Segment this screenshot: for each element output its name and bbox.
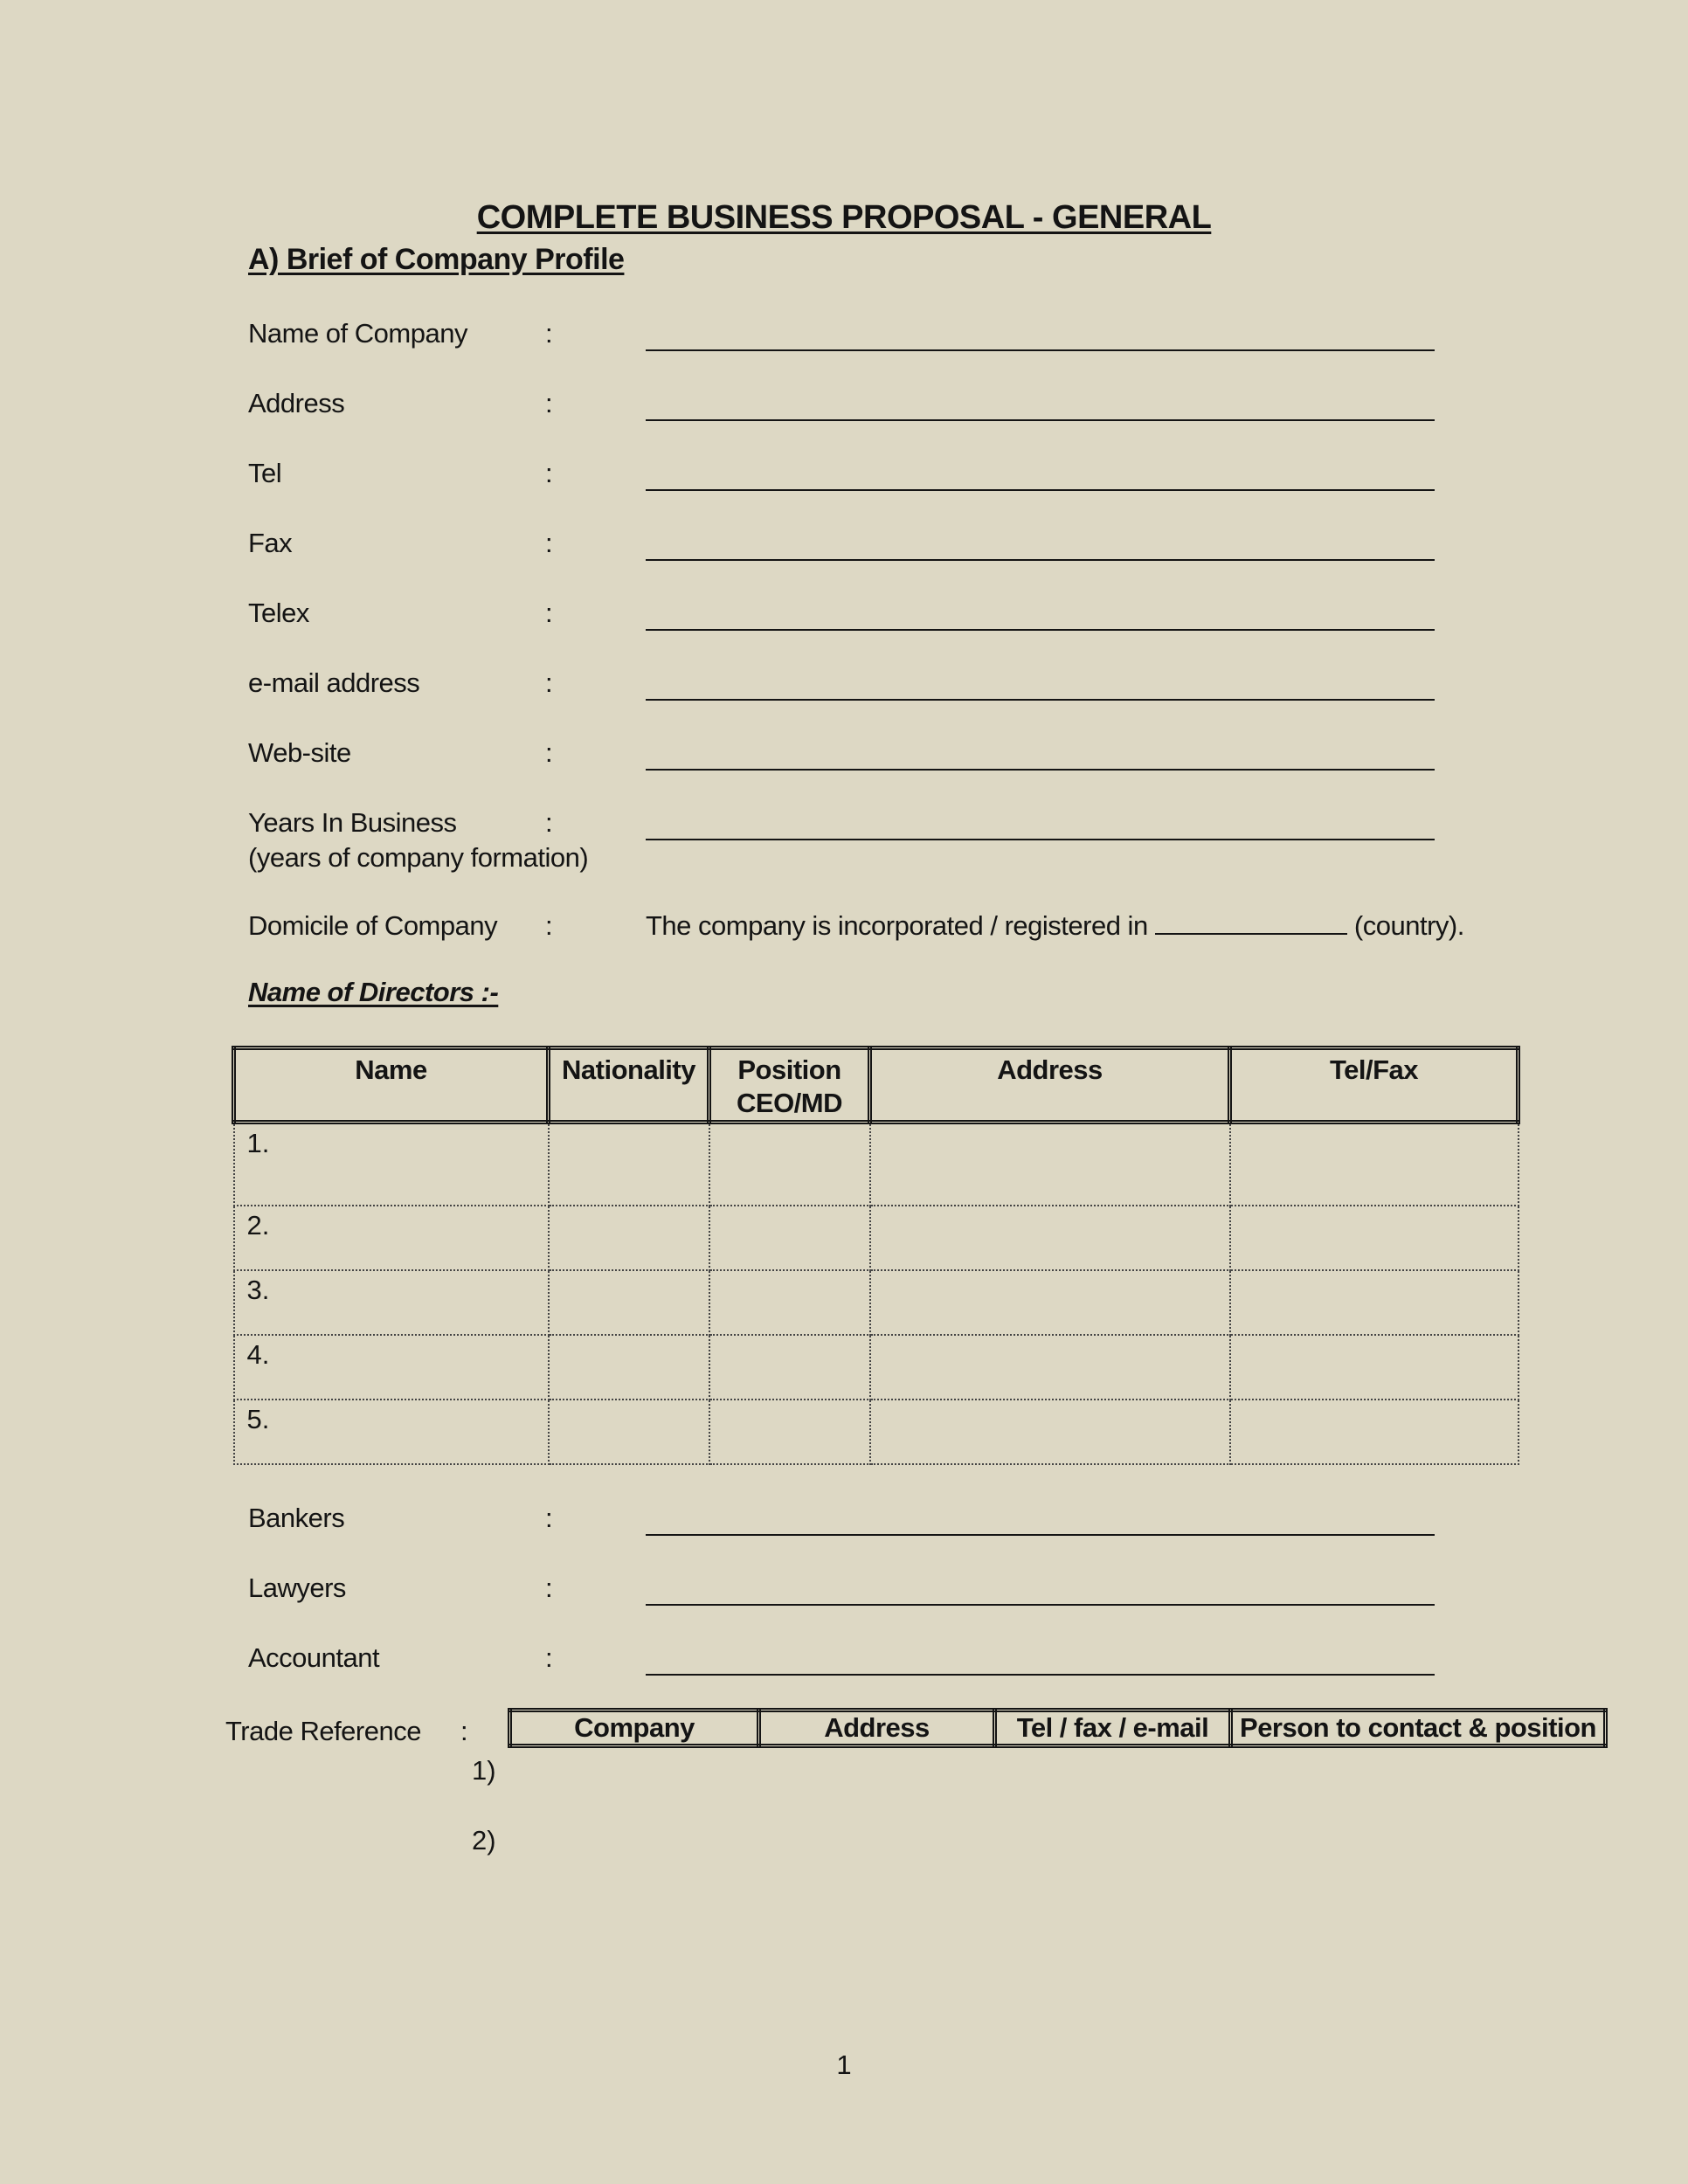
directors-header-row <box>234 1048 1519 1123</box>
field-colon: : <box>545 667 553 698</box>
name-of-company-blank-line[interactable] <box>646 349 1435 351</box>
table-row <box>234 1123 1519 1206</box>
country-blank-line[interactable] <box>1155 910 1347 935</box>
lawyers-blank-line[interactable] <box>646 1604 1435 1606</box>
director-name-cell[interactable]: 3. <box>234 1270 549 1335</box>
field-colon: : <box>545 807 553 838</box>
page-number: 1 <box>836 2049 852 2080</box>
director-address-cell[interactable] <box>870 1400 1230 1464</box>
field-colon: : <box>545 737 553 768</box>
column-header-position <box>709 1048 870 1123</box>
field-label: Fax <box>248 528 293 558</box>
domicile-text-before: The company is incorporated / registered in <box>646 910 1155 941</box>
field-colon: : <box>545 318 553 349</box>
field-row-accountant <box>248 1641 1471 1693</box>
table-row <box>234 1270 1519 1335</box>
field-row-fax <box>248 526 1471 578</box>
position-subheader: CEO/MD <box>737 1088 842 1118</box>
directors-heading: Name of Directors :- <box>248 977 499 1007</box>
trade-reference-label: Trade Reference <box>225 1716 421 1746</box>
trade-reference-entry: 2) <box>472 1825 496 1856</box>
years-in-business-blank-line[interactable] <box>646 839 1435 840</box>
director-tel-fax-cell[interactable] <box>1230 1400 1519 1464</box>
field-row-telex <box>248 596 1471 648</box>
field-row-email <box>248 666 1471 718</box>
trade-column-address: Address <box>759 1711 995 1746</box>
page-title: COMPLETE BUSINESS PROPOSAL - GENERAL <box>476 199 1212 236</box>
director-position-cell[interactable] <box>709 1123 870 1206</box>
field-label: Bankers <box>248 1503 345 1533</box>
field-label: Accountant <box>248 1642 380 1673</box>
tel-blank-line[interactable] <box>646 489 1435 491</box>
field-colon: : <box>545 1642 553 1673</box>
trade-reference-colon: : <box>460 1716 468 1746</box>
field-colon: : <box>545 598 553 628</box>
field-row-years-in-business <box>248 805 1471 884</box>
field-label: Lawyers <box>248 1572 346 1603</box>
telex-blank-line[interactable] <box>646 629 1435 631</box>
field-colon: : <box>545 458 553 488</box>
field-colon: : <box>545 1572 553 1603</box>
table-row <box>234 1206 1519 1270</box>
director-address-cell[interactable] <box>870 1123 1230 1206</box>
website-blank-line[interactable] <box>646 769 1435 771</box>
director-name-cell[interactable]: 4. <box>234 1335 549 1400</box>
field-label: Telex <box>248 598 309 628</box>
trade-column-contact-details: Tel / fax / e-mail <box>995 1711 1231 1746</box>
field-colon: : <box>545 1503 553 1533</box>
director-name-cell[interactable]: 2. <box>234 1206 549 1270</box>
trade-column-contact-person: Person to contact & position <box>1231 1711 1606 1746</box>
director-tel-fax-cell[interactable] <box>1230 1335 1519 1400</box>
address-blank-line[interactable] <box>646 419 1435 421</box>
director-nationality-cell[interactable] <box>549 1206 709 1270</box>
trade-reference-entry: 1) <box>472 1755 496 1786</box>
director-tel-fax-cell[interactable] <box>1230 1206 1519 1270</box>
column-header-address: Address <box>870 1048 1230 1123</box>
field-label: Address <box>248 388 345 418</box>
years-in-business-sublabel: (years of company formation) <box>248 842 589 873</box>
field-row-website <box>248 736 1471 788</box>
fax-blank-line[interactable] <box>646 559 1435 561</box>
section-a-heading: A) Brief of Company Profile <box>248 243 625 276</box>
email-blank-line[interactable] <box>646 699 1435 701</box>
domicile-text <box>646 909 1464 943</box>
director-position-cell[interactable] <box>709 1270 870 1335</box>
director-name-cell[interactable]: 1. <box>234 1123 549 1206</box>
director-tel-fax-cell[interactable] <box>1230 1123 1519 1206</box>
director-nationality-cell[interactable] <box>549 1400 709 1464</box>
field-row-domicile <box>248 909 1471 961</box>
table-row <box>234 1335 1519 1400</box>
director-address-cell[interactable] <box>870 1206 1230 1270</box>
director-position-cell[interactable] <box>709 1400 870 1464</box>
director-nationality-cell[interactable] <box>549 1270 709 1335</box>
field-row-lawyers <box>248 1571 1471 1623</box>
years-in-business-label: Years In Business <box>248 807 457 838</box>
field-label <box>248 805 588 875</box>
field-row-address <box>248 386 1471 439</box>
field-label: Tel <box>248 458 282 488</box>
director-address-cell[interactable] <box>870 1270 1230 1335</box>
field-label: Name of Company <box>248 318 467 349</box>
trade-column-company: Company <box>510 1711 759 1746</box>
field-label: Web-site <box>248 737 351 768</box>
bankers-blank-line[interactable] <box>646 1534 1435 1536</box>
field-label: Domicile of Company <box>248 910 498 941</box>
director-nationality-cell[interactable] <box>549 1335 709 1400</box>
position-header-label: Position <box>737 1054 841 1085</box>
field-colon: : <box>545 388 553 418</box>
director-position-cell[interactable] <box>709 1206 870 1270</box>
director-address-cell[interactable] <box>870 1335 1230 1400</box>
director-nationality-cell[interactable] <box>549 1123 709 1206</box>
director-name-cell[interactable]: 5. <box>234 1400 549 1464</box>
column-header-name: Name <box>234 1048 549 1123</box>
director-position-cell[interactable] <box>709 1335 870 1400</box>
director-tel-fax-cell[interactable] <box>1230 1270 1519 1335</box>
field-colon: : <box>545 910 553 941</box>
column-header-nationality: Nationality <box>549 1048 709 1123</box>
directors-table <box>232 1046 1520 1465</box>
table-row <box>234 1400 1519 1464</box>
field-colon: : <box>545 528 553 558</box>
trade-reference-table <box>508 1708 1608 1748</box>
domicile-text-after: (country). <box>1346 910 1464 941</box>
column-header-tel-fax: Tel/Fax <box>1230 1048 1519 1123</box>
field-row-name-of-company <box>248 316 1471 369</box>
trade-header-row <box>510 1711 1606 1746</box>
accountant-blank-line[interactable] <box>646 1674 1435 1676</box>
field-row-tel <box>248 456 1471 508</box>
field-label: e-mail address <box>248 667 420 698</box>
field-row-bankers <box>248 1501 1471 1553</box>
